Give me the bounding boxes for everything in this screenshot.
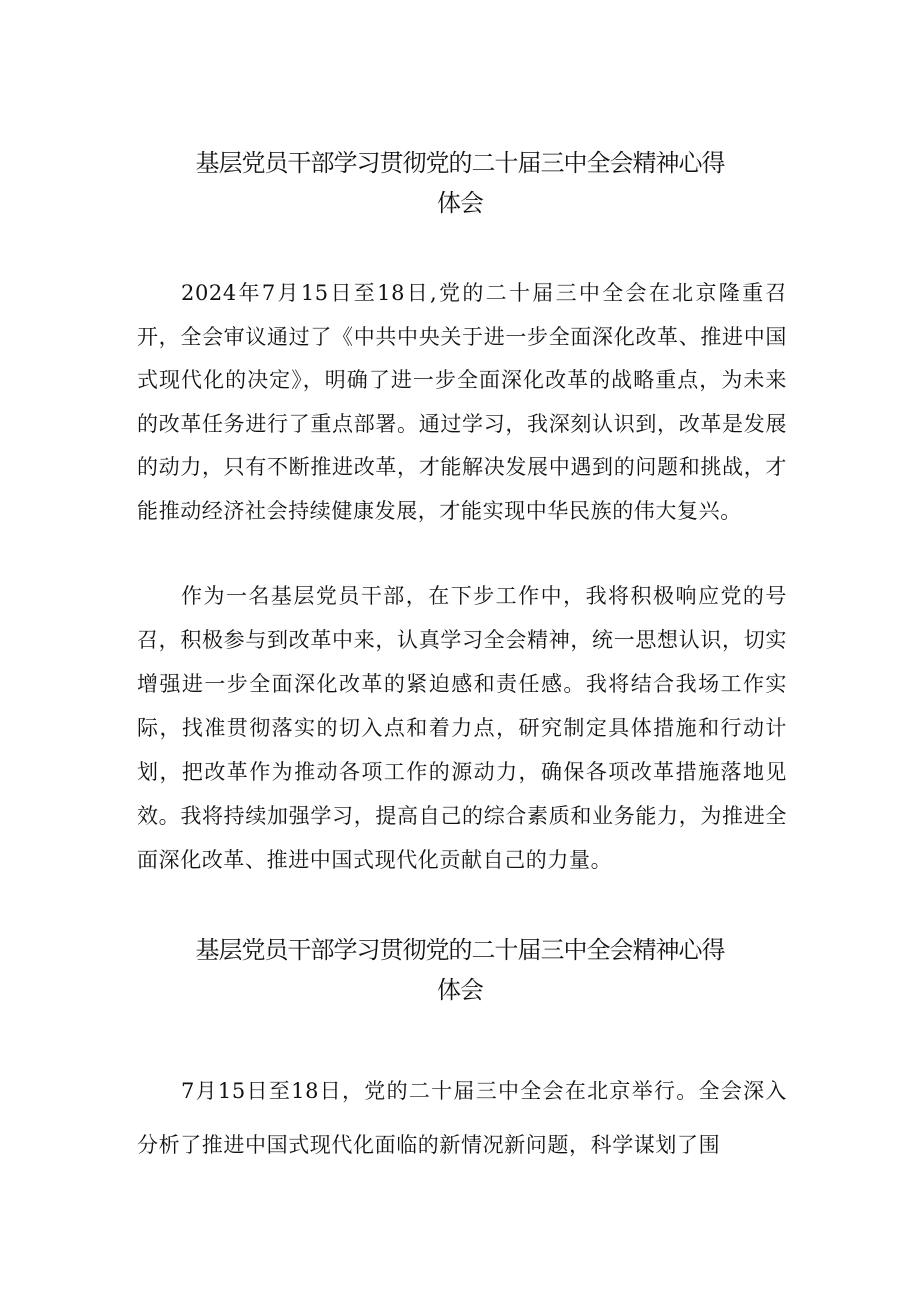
section-1-title: [140, 143, 780, 223]
section-1-title-line-1: 基层党员干部学习贯彻党的二十届三中全会精神心得: [195, 149, 725, 177]
section-1-paragraph-1: 2024年7月15日至18日,党的二十届三中全会在北京隆重召开，全会审议通过了《中共中央关于进一步全面深化改革、推进中国式现代化的决定》，明确了进一步全面深化改革的战略重点，为未来的改革任务进行了重点部署。通过学习，我深刻认识到，改革是发展的动力，只有不断推进改革，才能解决发展中遇到的问题和挑战，才能推动经济社会持续健康发展，才能实现中华民族的伟大复兴。: [137, 281, 787, 523]
section-2-title-line-2: 体会: [437, 976, 483, 1004]
section-2-title: [140, 930, 780, 1010]
section-2-paragraph-1: 7月15日至18日，党的二十届三中全会在北京举行。全会深入分析了推进中国式现代化面临的新情况新问题，科学谋划了围: [137, 1079, 787, 1157]
section-1-paragraph-2: 作为一名基层党员干部，在下步工作中，我将积极响应党的号召，积极参与到改革中来，认真学习全会精神，统一思想认识，切实增强进一步全面深化改革的紧迫感和责任感。我将结合我场工作实际，找准贯彻落实的切入点和着力点，研究制定具体措施和行动计划，把改革作为推动各项工作的源动力，确保各项改革措施落地见效。我将持续加强学习，提高自己的综合素质和业务能力，为推进全面深化改革、推进中国式现代化贡献自己的力量。: [137, 584, 787, 872]
section-1-title-line-2: 体会: [437, 189, 483, 217]
section-2-title-line-1: 基层党员干部学习贯彻党的二十届三中全会精神心得: [195, 936, 725, 964]
